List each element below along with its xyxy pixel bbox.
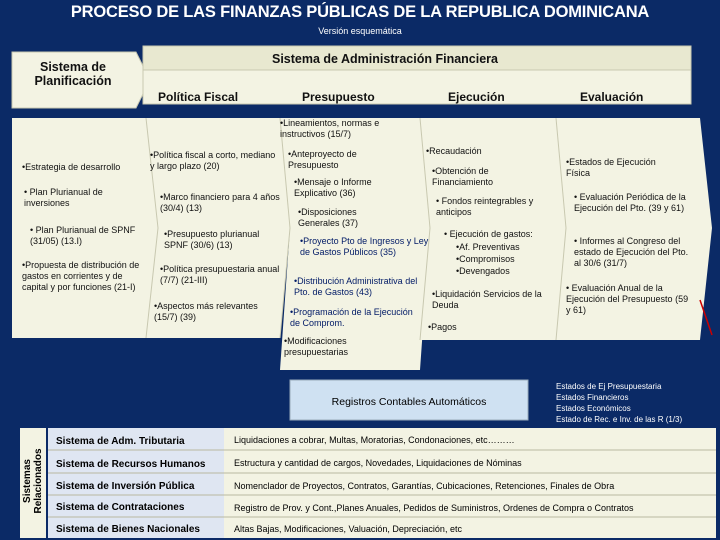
- estado-note: Estados de Ej Presupuestaria: [556, 382, 662, 391]
- sistema-name: Sistema de Recursos Humanos: [56, 459, 206, 470]
- sistema-name: Sistema de Bienes Nacionales: [56, 524, 200, 535]
- page-subtitle: Versión esquemática: [318, 26, 402, 36]
- registros-contables: Registros Contables Automáticos: [331, 396, 487, 408]
- stage-ejecucion: Ejecución: [448, 90, 505, 104]
- sistema-planificacion: Sistema de Planificación: [34, 60, 112, 88]
- ev-evaluacion-anual: • Evaluación Anual de la Ejecución del Presupuesto (59 y 61): [566, 283, 689, 315]
- ev-estados-fisica: •Estados de Ejecución Física: [566, 157, 656, 178]
- pf-presupuesto-plurianual: •Presupuesto plurianual SPNF (30/6) (13): [164, 229, 260, 250]
- ej-ejecucion-gastos: • Ejecución de gastos:: [444, 229, 533, 239]
- stage-evaluacion: Evaluación: [580, 90, 644, 104]
- sistema-desc: Altas Bajas, Modificaciones, Valuación, Depreciación, etc: [234, 524, 462, 534]
- pres-modificaciones: •Modificaciones presupuestarias: [284, 336, 349, 357]
- pf-corto-mediano: •Política fiscal a corto, mediano y largo plazo (20): [150, 150, 276, 171]
- ev-informes-congreso: • Informes al Congreso del estado de Ejecución del Pto. al 30/6 (31/7): [574, 236, 689, 268]
- pres-distribucion: •Distribución Administrativa del Pto. de Gastos (43): [294, 276, 418, 297]
- stage-politica-fiscal: Política Fiscal: [158, 90, 239, 104]
- ej-af-preventivas: •Af. Preventivas: [456, 242, 520, 252]
- sistema-name: Sistema de Inversión Pública: [56, 481, 195, 492]
- estado-note: Estado de Rec. e Inv. de las R (1/3): [556, 415, 683, 424]
- ej-liquidacion: •Liquidación Servicios de la Deuda: [432, 289, 542, 310]
- pf-marco-financiero: •Marco financiero para 4 años (30/4) (13): [160, 192, 280, 213]
- pres-disposiciones: •Disposiciones Generales (37): [298, 207, 359, 228]
- ej-obtencion: •Obtención de Financiamiento: [432, 166, 494, 187]
- sistema-admin-financiera: Sistema de Administración Financiera: [272, 52, 498, 66]
- pres-mensaje: •Mensaje o Informe Explicativo (36): [294, 177, 372, 198]
- page-title: PROCESO DE LAS FINANZAS PÚBLICAS DE LA REPUBLICA DOMINICANA: [70, 3, 650, 21]
- sistema-desc: Estructura y cantidad de cargos, Novedades, Liquidaciones de Nóminas: [234, 458, 522, 468]
- stage-presupuesto: Presupuesto: [302, 90, 375, 104]
- pres-proyecto: •Proyecto Pto de Ingresos y Ley de Gastos Públicos (35): [300, 236, 429, 257]
- estado-note: Estados Financieros: [556, 393, 629, 402]
- sistemas-label-line: Sistemas: [22, 459, 33, 503]
- sistema-desc: Liquidaciones a cobrar, Multas, Moratorias, Condonaciones, etc………: [234, 435, 515, 445]
- estados-notes: [556, 381, 682, 425]
- ej-recaudacion: •Recaudación: [426, 146, 482, 156]
- sistemas-label-line: Relacionados: [33, 448, 44, 514]
- pf-aspectos: •Aspectos más relevantes (15/7) (39): [154, 301, 258, 322]
- sistema-name: Sistema de Adm. Tributaria: [56, 436, 185, 447]
- pf-politica-presupuestaria: •Política presupuestaria anual (7/7) (21-III): [160, 264, 280, 285]
- sistema-name: Sistema de Contrataciones: [56, 502, 185, 513]
- sistema-desc: Nomenclador de Proyectos, Contratos, Garantías, Cubicaciones, Retenciones, Finales de Obra: [234, 481, 615, 491]
- ej-fondos: • Fondos reintegrables y anticipos: [436, 196, 534, 217]
- ej-pagos: •Pagos: [428, 322, 457, 332]
- plan-spnf: • Plan Plurianual de SPNF (31/05) (13.I): [30, 225, 136, 246]
- sistema-desc: Registro de Prov. y Cont.,Planes Anuales, Pedidos de Suministros, Ordenes de Compra o Contratos: [234, 503, 634, 513]
- ev-evaluacion-periodica: • Evaluación Periódica de la Ejecución del Pto. (39 y 61): [574, 192, 686, 213]
- plan-propuesta: •Propuesta de distribución de gastos en corrientes y de capital y por funciones (21-I): [22, 260, 140, 292]
- ej-devengados: •Devengados: [456, 266, 510, 276]
- estado-note: Estados Económicos: [556, 404, 631, 413]
- pres-lineamientos: •Lineamientos, normas e instructivos (15/7): [280, 118, 380, 139]
- sistemas-relacionados-label: [18, 430, 48, 536]
- plan-estrategia: •Estrategia de desarrollo: [22, 162, 121, 172]
- pres-anteproyecto: •Anteproyecto de Presupuesto: [288, 149, 357, 170]
- plan-plurianual: • Plan Plurianual de inversiones: [24, 187, 103, 208]
- pres-programacion: •Programación de la Ejecución de Comprom.: [290, 307, 413, 328]
- ej-compromisos: •Compromisos: [456, 254, 515, 264]
